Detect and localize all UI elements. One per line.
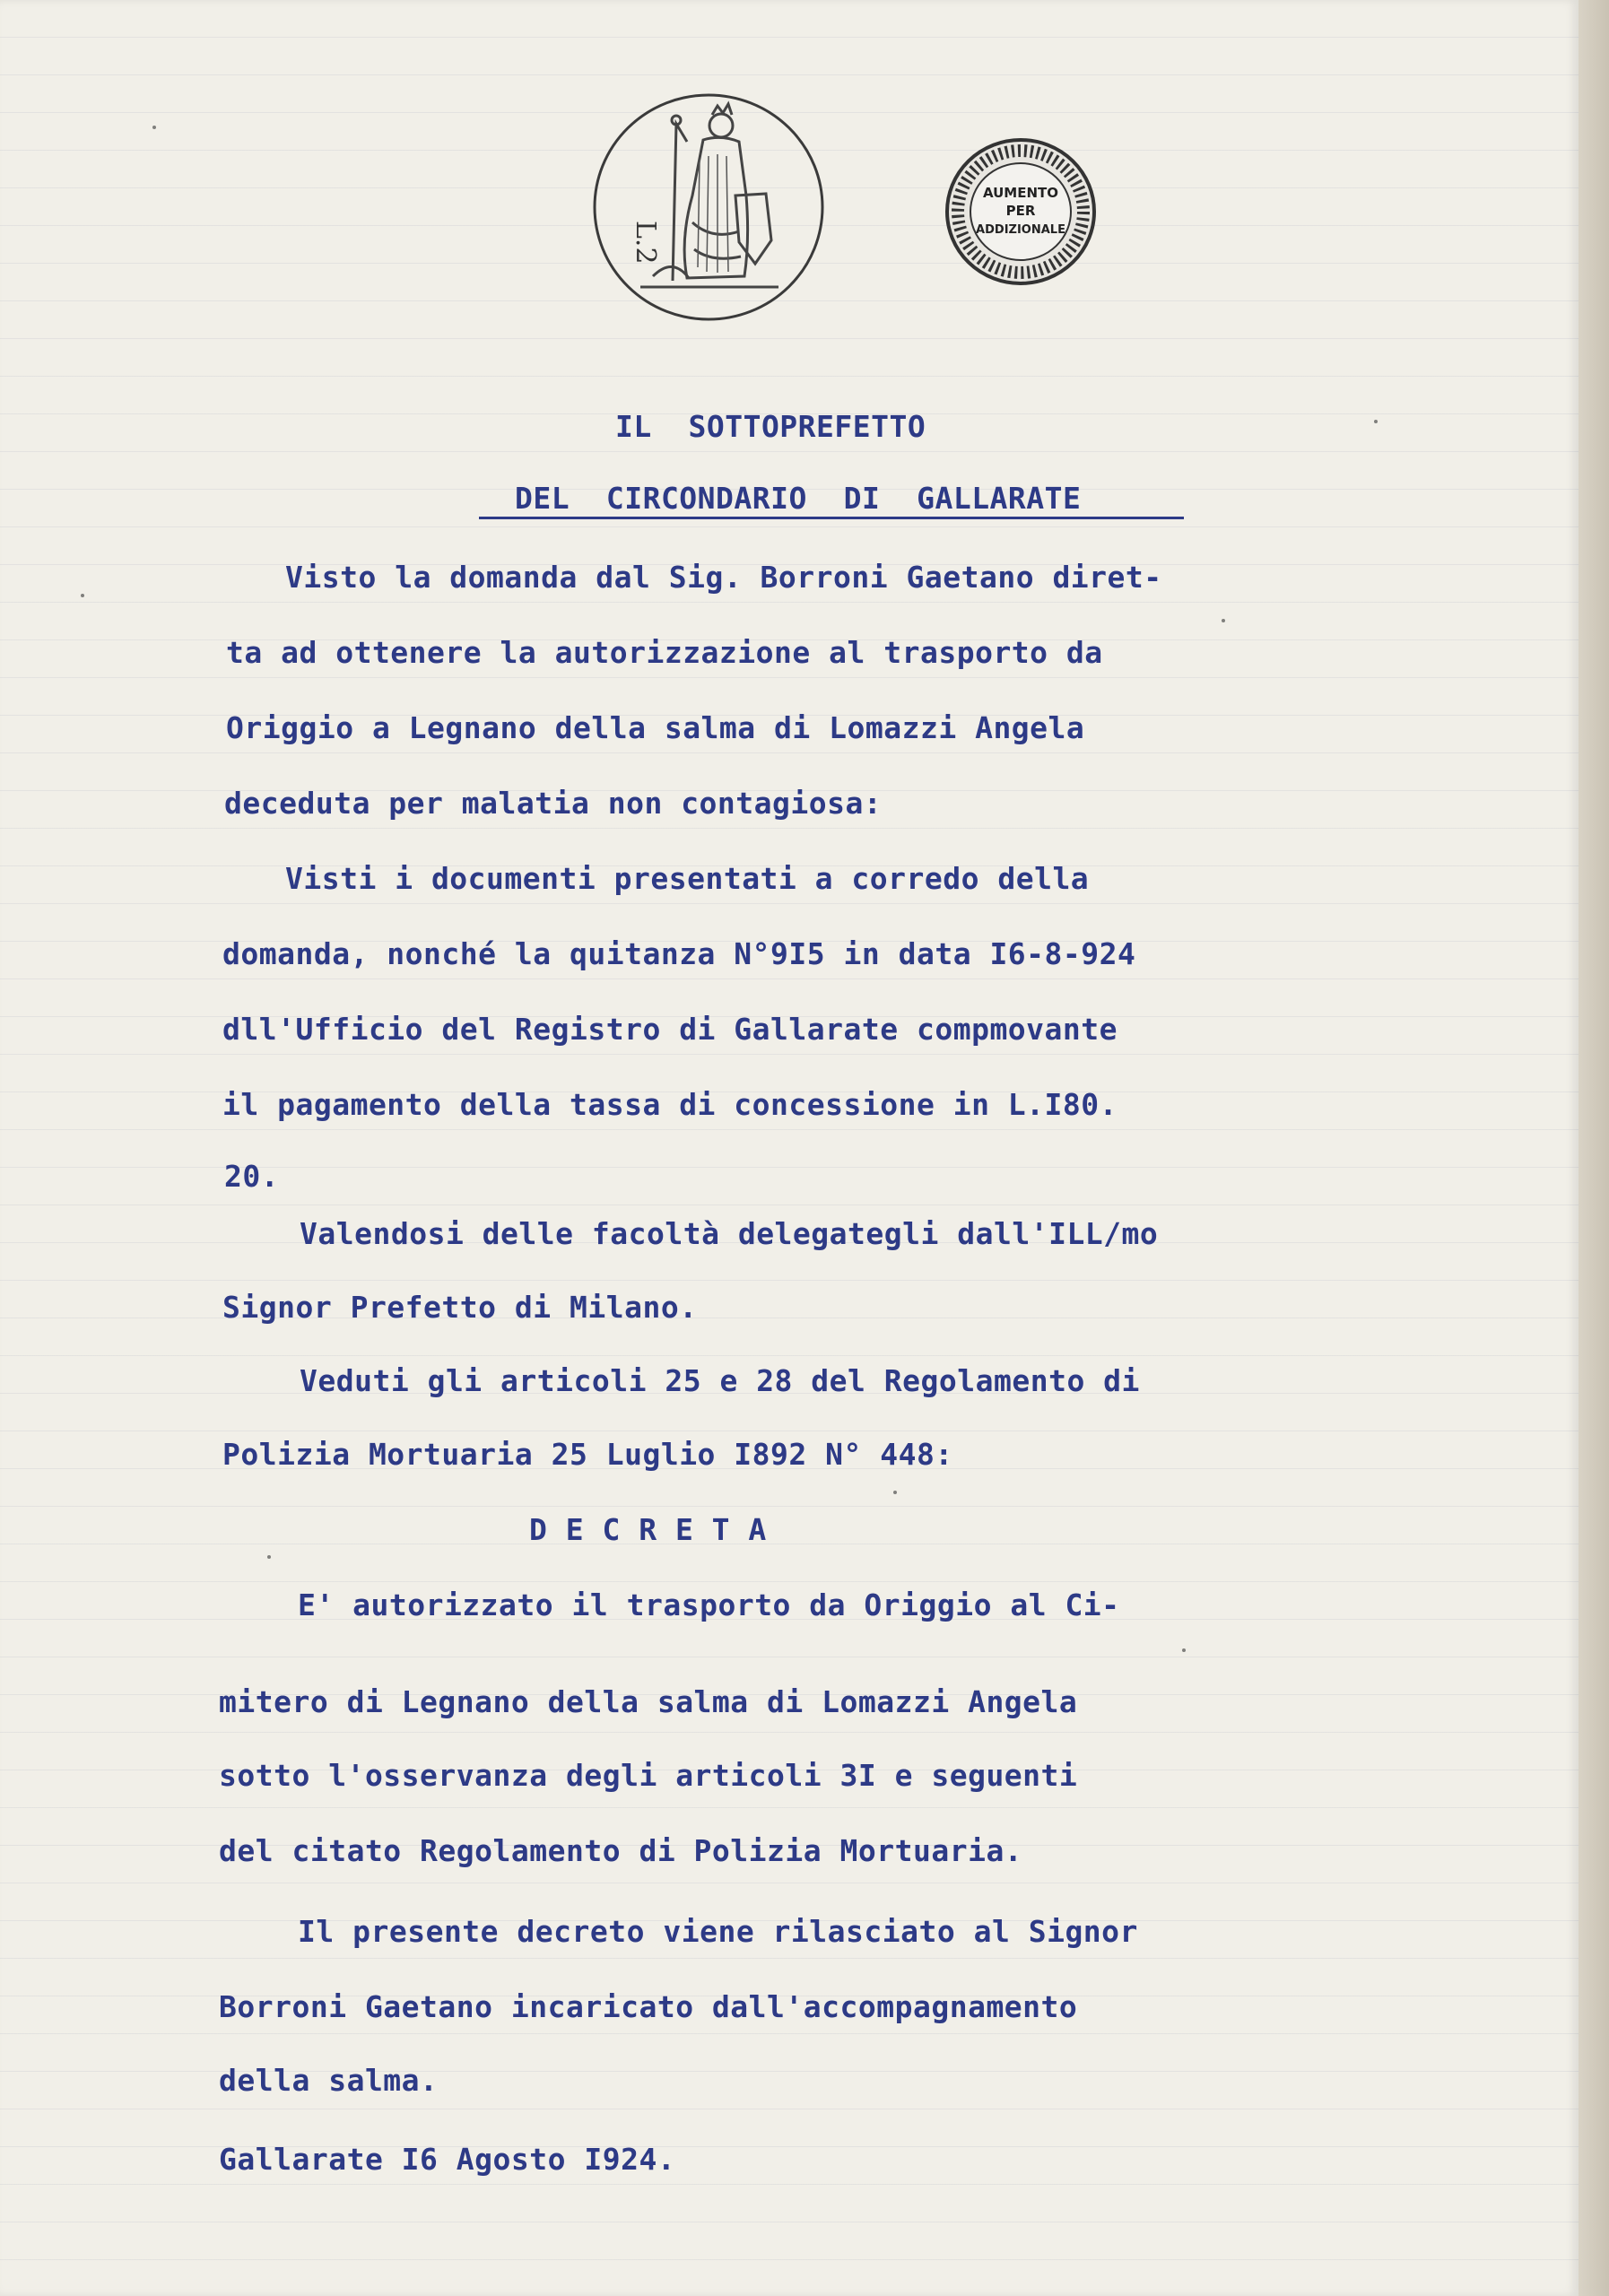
decreta-heading: D E C R E T A (529, 1512, 767, 1547)
body2-line-4: del citato Regolamento di Polizia Mortuaria. (219, 1833, 1023, 1868)
date-line: Gallarate I6 Agosto I924. (219, 2142, 676, 2177)
body-line-6: domanda, nonché la quitanza N°9I5 in data I6-8-924 (222, 936, 1136, 971)
body-line-3: Origgio a Legnano della salma di Lomazzi Angela (226, 710, 1085, 745)
body-line-7: dll'Ufficio del Registro di Gallarate compmovante (222, 1012, 1118, 1047)
paper-speck (893, 1491, 897, 1494)
paper-speck (267, 1555, 271, 1559)
heading-circondario: DEL CIRCONDARIO DI GALLARATE (515, 481, 1082, 516)
paper-speck (81, 594, 84, 597)
body2-line-6: Borroni Gaetano incaricato dall'accompagnamento (219, 1989, 1078, 2024)
paper-speck (1182, 1648, 1186, 1652)
revenue-stamp-seal (587, 88, 831, 326)
stamp-value-label: L.2 (630, 221, 661, 265)
body2-line-7: della salma. (219, 2063, 439, 2098)
body2-line-2: mitero di Legnano della salma di Lomazzi Angela (219, 1684, 1078, 1719)
aumento-line2: PER (1005, 203, 1036, 219)
body-line-4: deceduta per malatia non contagiosa: (224, 786, 883, 821)
body-line-1: Visto la domanda dal Sig. Borroni Gaetano diret- (285, 560, 1162, 595)
paper-edge (1579, 0, 1609, 2296)
body-line-5: Visti i documenti presentati a corredo della (285, 861, 1090, 896)
paper-speck (1374, 420, 1378, 423)
body-line-8: il pagamento della tassa di concessione in L.I80. (222, 1087, 1118, 1122)
body-line-13: Polizia Mortuaria 25 Luglio I892 N° 448: (222, 1437, 953, 1472)
body-line-11: Signor Prefetto di Milano. (222, 1290, 698, 1325)
paper-speck (1222, 619, 1225, 622)
heading-underline (479, 517, 1184, 519)
heading-sottoprefetto: IL SOTTOPREFETTO (615, 409, 926, 444)
body2-line-5: Il presente decreto viene rilasciato al Signor (298, 1914, 1138, 1949)
aumento-stamp (944, 136, 1098, 287)
aumento-line1: AUMENTO (982, 185, 1059, 201)
paper-speck (152, 126, 156, 129)
body-line-12: Veduti gli articoli 25 e 28 del Regolamento di (300, 1363, 1140, 1398)
body-line-10: Valendosi delle facoltà delegategli dall'ILL/mo (300, 1216, 1159, 1251)
body-line-9: 20. (224, 1159, 280, 1194)
aumento-line3: ADDIZIONALE (976, 223, 1065, 237)
body-line-2: ta ad ottenere la autorizzazione al trasporto da (226, 635, 1103, 670)
body2-line-3: sotto l'osservanza degli articoli 3I e seguenti (219, 1758, 1078, 1793)
body2-line-1: E' autorizzato il trasporto da Origgio al Ci- (298, 1587, 1120, 1622)
